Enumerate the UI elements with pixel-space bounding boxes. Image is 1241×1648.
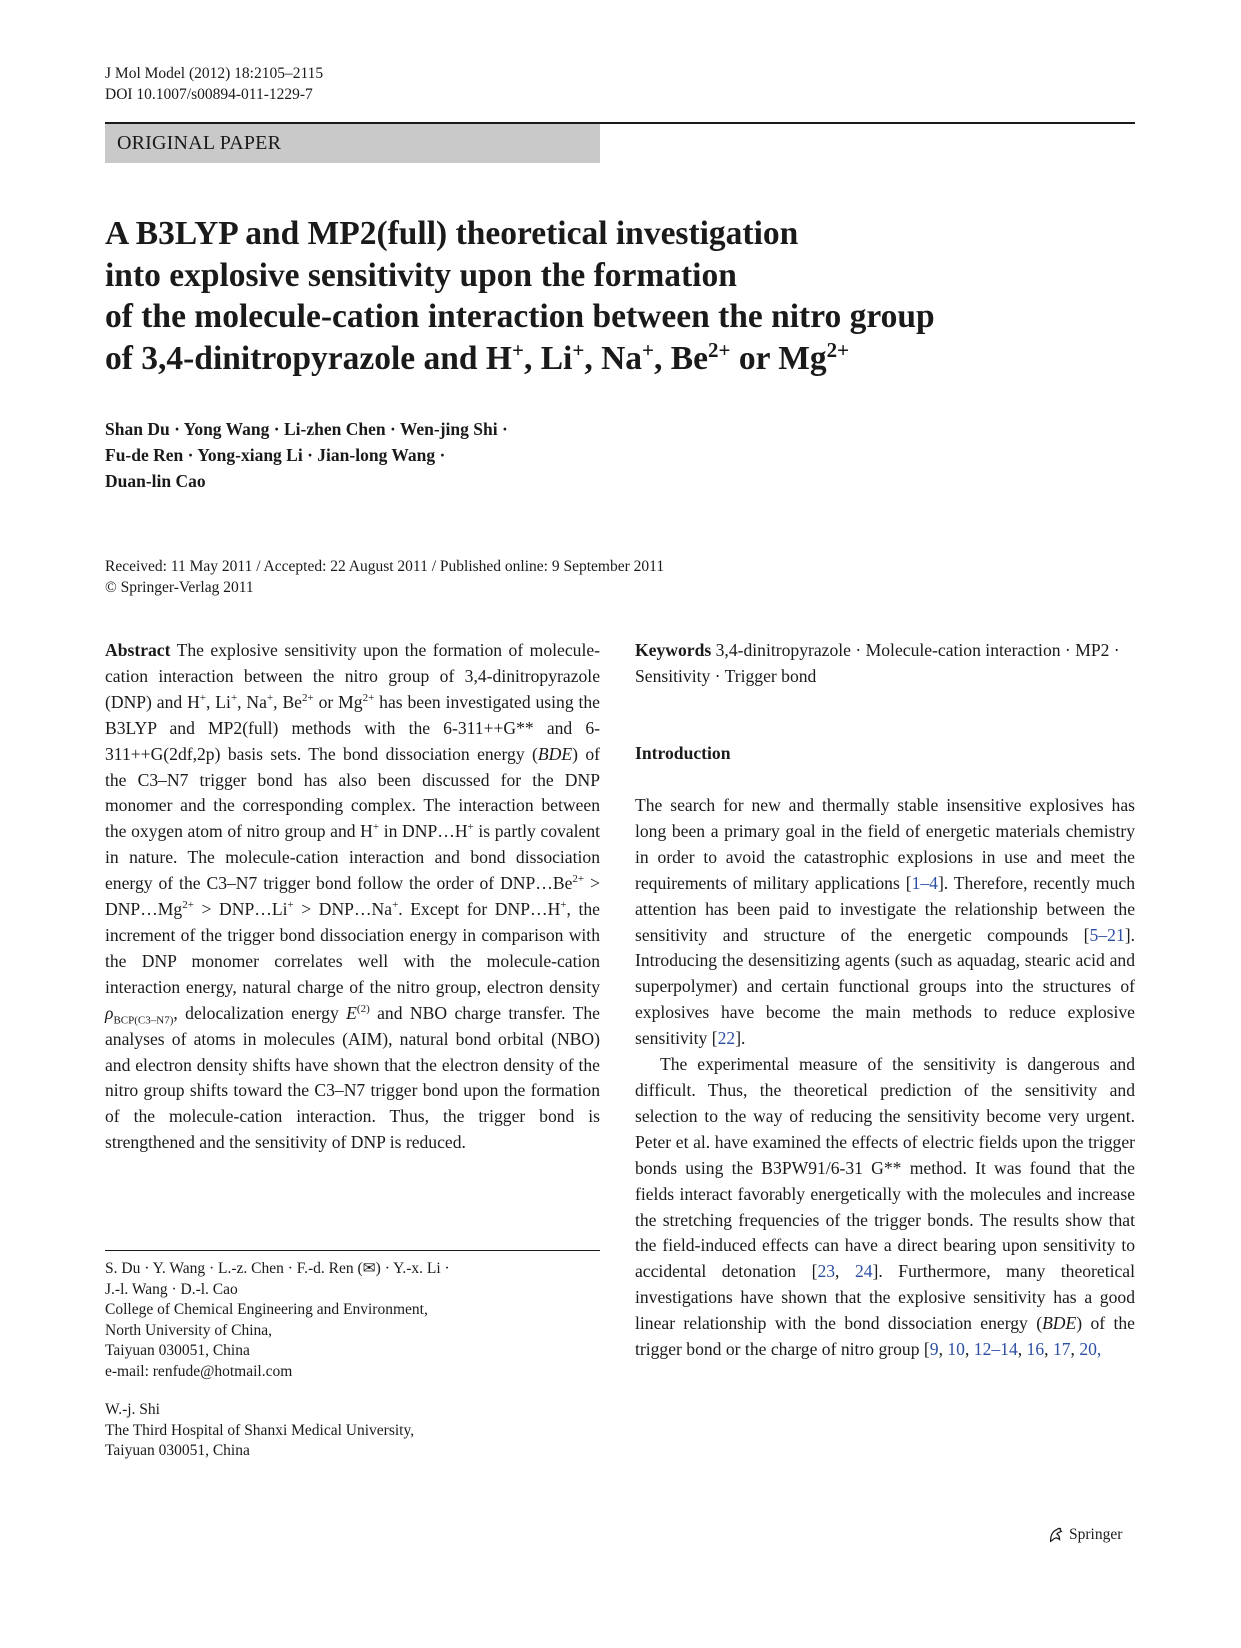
title-line-4: of 3,4-dinitropyrazole and H+, Li+, Na+, $Be^{2+}$ or $Mg^{2+}$ xyxy=(105,338,850,377)
springer-horse-icon xyxy=(1047,1526,1065,1544)
authors-line-2: Fu-de Ren · Yong-xiang Li · Jian-long Wang · xyxy=(105,445,446,465)
introduction-heading: Introduction xyxy=(635,743,731,763)
citation-link[interactable]: 16 xyxy=(1026,1339,1045,1360)
abstract: Abstract The explosive sensitivity upon the formation of molecule-cation interaction between the nitro group of 3,4-dinitropyrazole (DNP) and H+, Li+, Na+, $Be^{2+}$ or $Mg^{2+}$ has been investigated using the B3LYP and MP2(full) methods with the 6-311++G** and 6-311++G(2df,2p) basis sets. The bond dissociation energy (BDE) of the C3–N7 trigger bond has also been discussed for the DNP monomer and the corresponding complex. The interaction between the oxygen atom of nitro group and H+ in DNP…H+ is partly covalent in nature. The molecule-cation interaction and bond dissociation energy of the C3–N7 trigger bond follow the order of $DNP\dots Be^{2+}$ > $DNP\dots Mg^{2+}$ > DNP…Li+ > DNP…Na+. Except for DNP…H+, the increment of the trigger bond dissociation energy in comparison with the DNP monomer correlates well with the molecule-cation interaction energy, natural charge of the nitro group, electron density $\rho_{BCP(C3-N7)}$, delocalization energy $E^{(2)}$ and NBO charge transfer. The analyses of atoms in molecules (AIM), natural bond orbital (NBO) and electron density shifts have shown that the electron density of the nitro group shifts toward the C3–N7 trigger bond upon the formation of the molecule-cation interaction. Thus, the trigger bond is strengthened and the sensitivity of DNP is reduced. xyxy=(105,640,601,1153)
citation-link[interactable]: 23 xyxy=(817,1261,836,1282)
authors-line-3: Duan-lin Cao xyxy=(105,471,206,491)
keywords-text: 3,4-dinitropyrazole · Molecule-cation interaction · MP2 · Sensitivity · Trigger bond xyxy=(635,640,1120,686)
author-list xyxy=(105,416,508,494)
citation-link[interactable]: 1–4 xyxy=(911,872,938,893)
authors-line-1: Shan Du · Yong Wang · Li-zhen Chen · Wen-jing Shi · xyxy=(105,419,508,439)
keywords xyxy=(635,638,1135,690)
citation-link[interactable]: 20 xyxy=(1079,1339,1097,1360)
introduction-body xyxy=(635,793,1135,1363)
section-label: ORIGINAL PAPER xyxy=(105,124,600,163)
keywords-label: Keywords xyxy=(635,640,712,660)
citation-link[interactable]: 17 xyxy=(1052,1339,1071,1360)
citation-link[interactable]: 9 xyxy=(929,1339,939,1360)
copyright-line: © Springer-Verlag 2011 xyxy=(105,579,254,596)
intro-paragraph-2: The experimental measure of the sensitivity is dangerous and difficult. Thus, the theoretical prediction of the sensitivity and selection to the way of reducing the sensitivity become very urgent. Peter et al. have examined the effects of electric fields upon the trigger bonds using the B3PW91/6-31 G** method. It was found that the fields interact favorably energetically with the molecules and increase the stretching frequencies of the trigger bonds. The results show that the field-induced effects can have a direct bearing upon sensitivity to accidental detonation [23, 24]. Furthermore, many theoretical investigations have shown that the explosive sensitivity has a good linear relationship with the bond dissociation energy (BDE) of the trigger bond or the charge of nitro group [9, 10, 12–14, 16, 17, 20, xyxy=(635,1054,1135,1360)
abstract-label: Abstract xyxy=(105,640,171,660)
publisher-name: Springer xyxy=(1069,1526,1123,1543)
affiliation-university: North University of China, xyxy=(105,1321,273,1339)
citation-link[interactable]: 10 xyxy=(947,1339,965,1360)
affiliation-authors-line-1: S. Du · Y. Wang · L.-z. Chen · F.-d. Ren (✉) · Y.-x. Li · xyxy=(105,1260,450,1277)
affiliation-block-2 xyxy=(105,1400,414,1462)
journal-line: J Mol Model (2012) 18:2105–2115 xyxy=(105,65,324,82)
affiliation2-author: W.-j. Shi xyxy=(105,1401,160,1418)
title-line-2: into explosive sensitivity upon the formation xyxy=(105,256,737,294)
affiliation-rule xyxy=(105,1250,600,1251)
affiliation-block-1 xyxy=(105,1259,450,1383)
affiliation2-city: Taiyuan 030051, China xyxy=(105,1442,250,1460)
title-line-1: A B3LYP and MP2(full) theoretical investigation xyxy=(105,215,799,252)
affiliation-college: College of Chemical Engineering and Environment, xyxy=(105,1301,428,1319)
title-line-3: of the molecule-cation interaction between the nitro group xyxy=(105,298,935,335)
citation-link[interactable]: 12–14 xyxy=(973,1339,1018,1360)
received-line: Received: 11 May 2011 / Accepted: 22 August 2011 / Published online: 9 September 2011 xyxy=(105,558,665,575)
citation-link[interactable]: 5–21 xyxy=(1089,924,1125,945)
affiliation-email[interactable]: e-mail: renfude@hotmail.com xyxy=(105,1362,293,1380)
affiliation-authors-line-2: J.-l. Wang · D.-l. Cao xyxy=(105,1280,238,1298)
affiliation-city: Taiyuan 030051, China xyxy=(105,1342,250,1360)
citation-link[interactable]: 22 xyxy=(717,1028,736,1049)
affiliation2-hospital: The Third Hospital of Shanxi Medical University, xyxy=(105,1421,415,1439)
publisher-footer xyxy=(1047,1526,1122,1544)
journal-citation xyxy=(105,63,323,105)
paper-title xyxy=(105,213,935,379)
intro-paragraph-1: The search for new and thermally stable insensitive explosives has long been a primary goal in the field of energetic materials chemistry in order to avoid the catastrophic explosions in use and meet the requirements of military applications [1–4]. Therefore, recently much attention has been paid to investigate the relationship between the sensitivity and structure of the energetic compounds [5–21]. Introducing the desensitizing agents (such as aquadag, stearic acid and superpolymer) and certain functional groups into the structures of explosives have become the main methods to reduce explosive sensitivity [22]. xyxy=(635,795,1135,1049)
doi-line: DOI 10.1007/s00894-011-1229-7 xyxy=(105,86,313,103)
publication-dates xyxy=(105,556,664,598)
citation-link[interactable]: 24 xyxy=(854,1261,873,1282)
